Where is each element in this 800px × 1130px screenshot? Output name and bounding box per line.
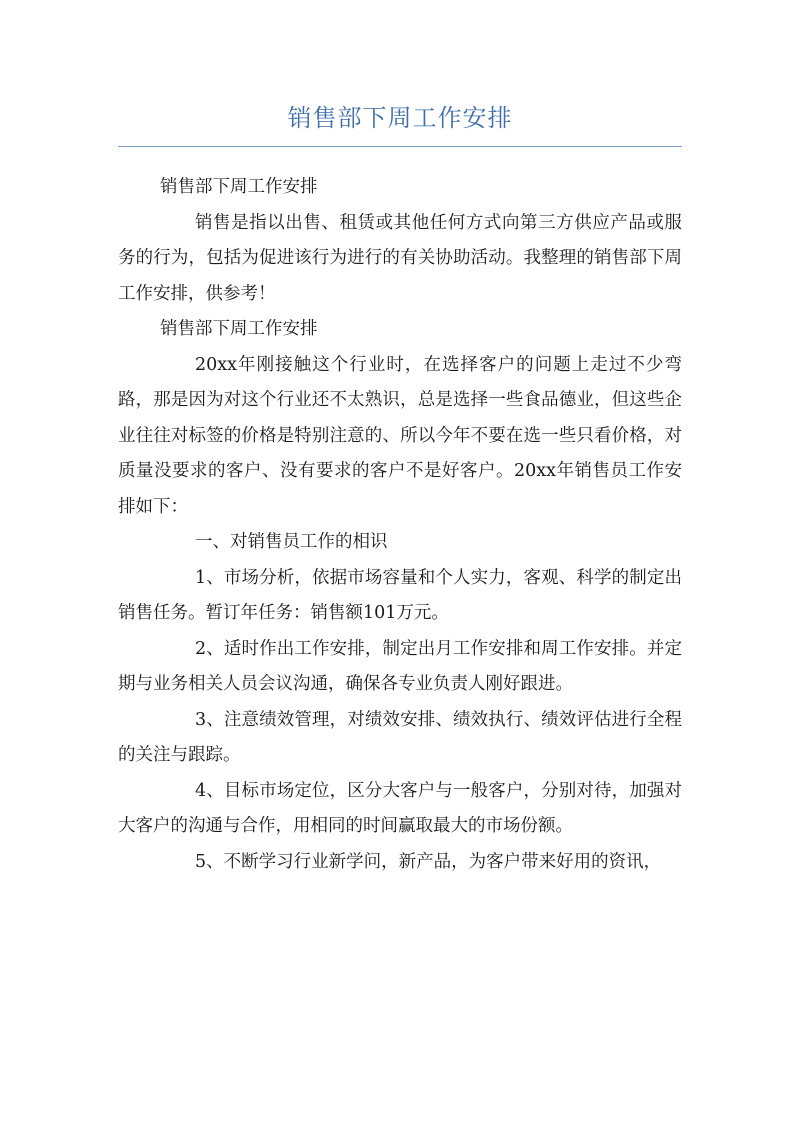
list-item: 1、市场分析，依据市场容量和个人实力，客观、科学的制定出销售任务。暂订年任务：销售额101万元。 [118, 567, 682, 623]
section-heading: 销售部下周工作安排 [160, 177, 318, 197]
list-item: 5、不断学习行业新学问，新产品，为客户带来好用的资讯， [195, 851, 662, 872]
document-title: 销售部下周工作安排 [287, 104, 513, 132]
title-divider [118, 146, 682, 147]
intro-paragraph: 销售是指以出售、租赁或其他任何方式向第三方供应产品或服务的行为，包括为促进该行为进行的有关协助活动。我整理的销售部下周工作安排，供参考！ [118, 212, 682, 304]
section-heading: 销售部下周工作安排 [160, 319, 318, 339]
subsection-heading: 一、对销售员工作的相识 [195, 532, 388, 552]
body-paragraph: 20xx年刚接触这个行业时，在选择客户的问题上走过不少弯路，那是因为对这个行业还不太熟识，总是选择一些食品德业，但这些企业往往对标签的价格是特别注意的、所以今年不要在选一些只看价格，对质量没要求的客户、没有要求的客户不是好客户。20xx年销售员工作安排如下： [118, 354, 682, 517]
document-body [118, 170, 682, 880]
list-item: 3、注意绩效管理，对绩效安排、绩效执行、绩效评估进行全程的关注与跟踪。 [118, 709, 682, 765]
list-item: 4、目标市场定位，区分大客户与一般客户，分别对待，加强对大客户的沟通与合作，用相同的时间赢取最大的市场份额。 [118, 780, 682, 836]
list-item: 2、适时作出工作安排，制定出月工作安排和周工作安排。并定期与业务相关人员会议沟通，确保各专业负责人刚好跟进。 [118, 638, 682, 694]
